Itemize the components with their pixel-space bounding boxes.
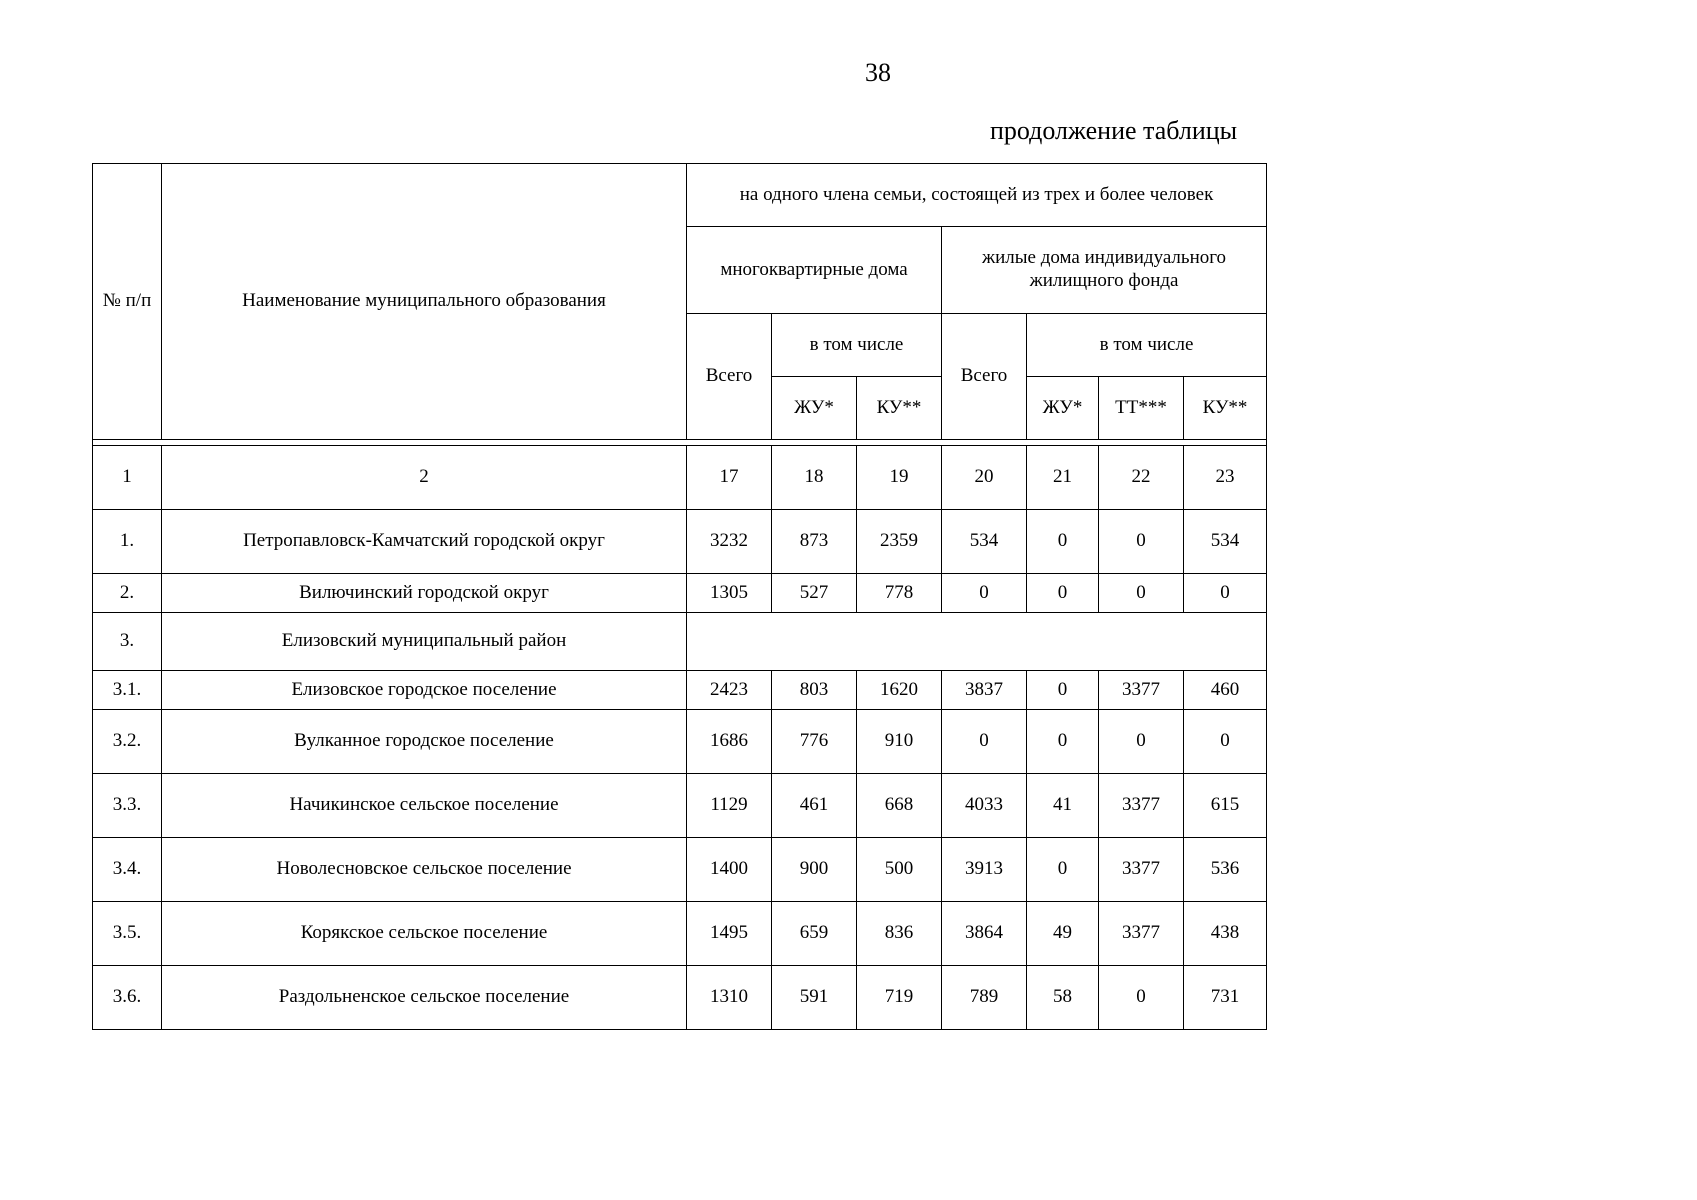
cell: 58 — [1027, 966, 1099, 1030]
cell: 659 — [772, 902, 857, 966]
cell: 527 — [772, 574, 857, 613]
cell: 0 — [942, 574, 1027, 613]
cell: 3864 — [942, 902, 1027, 966]
header-num: № п/п — [93, 164, 162, 440]
cell: 4033 — [942, 774, 1027, 838]
row-name: Корякское сельское поселение — [162, 902, 687, 966]
row-name: Раздольненское сельское поселение — [162, 966, 687, 1030]
header-mkd: многоквартирные дома — [687, 227, 942, 314]
cell: 836 — [857, 902, 942, 966]
table-row — [93, 613, 1267, 671]
column-number: 23 — [1184, 446, 1267, 510]
cell: 615 — [1184, 774, 1267, 838]
cell: 1400 — [687, 838, 772, 902]
row-num: 3. — [93, 613, 162, 671]
column-number: 17 — [687, 446, 772, 510]
cell: 41 — [1027, 774, 1099, 838]
cell: 0 — [942, 710, 1027, 774]
cell: 789 — [942, 966, 1027, 1030]
cell: 668 — [857, 774, 942, 838]
cell: 1686 — [687, 710, 772, 774]
cell: 873 — [772, 510, 857, 574]
row-num: 3.4. — [93, 838, 162, 902]
header-mkd-total: Всего — [687, 314, 772, 440]
cell: 2359 — [857, 510, 942, 574]
continuation-label: продолжение таблицы — [990, 116, 1238, 145]
cell: 3377 — [1099, 774, 1184, 838]
row-name: Вилючинский городской округ — [162, 574, 687, 613]
cell: 500 — [857, 838, 942, 902]
table-row — [93, 774, 1267, 838]
cell: 900 — [772, 838, 857, 902]
cell: 534 — [942, 510, 1027, 574]
cell: 1310 — [687, 966, 772, 1030]
cell: 3913 — [942, 838, 1027, 902]
column-number: 1 — [93, 446, 162, 510]
header-mkd-ku: КУ** — [857, 377, 942, 440]
cell: 591 — [772, 966, 857, 1030]
column-number: 20 — [942, 446, 1027, 510]
row-num: 3.6. — [93, 966, 162, 1030]
cell: 731 — [1184, 966, 1267, 1030]
table-row — [93, 902, 1267, 966]
cell: 0 — [1027, 838, 1099, 902]
cell: 3377 — [1099, 902, 1184, 966]
column-number: 18 — [772, 446, 857, 510]
cell: 0 — [1099, 710, 1184, 774]
row-name: Новолесновское сельское поселение — [162, 838, 687, 902]
cell: 3232 — [687, 510, 772, 574]
row-num: 1. — [93, 510, 162, 574]
row-name: Вулканное городское поселение — [162, 710, 687, 774]
cell: 0 — [1027, 510, 1099, 574]
row-num: 3.1. — [93, 671, 162, 710]
cell: 910 — [857, 710, 942, 774]
column-number: 19 — [857, 446, 942, 510]
header-ind: жилые дома индивидуального жилищного фонда — [942, 227, 1267, 314]
table-row — [93, 966, 1267, 1030]
header-ind-ku: КУ** — [1184, 377, 1267, 440]
cell: 534 — [1184, 510, 1267, 574]
header-mkd-zhu: ЖУ* — [772, 377, 857, 440]
cell: 0 — [1184, 710, 1267, 774]
cell: 2423 — [687, 671, 772, 710]
header-ind-including: в том числе — [1027, 314, 1267, 377]
row-name: Елизовский муниципальный район — [162, 613, 687, 671]
header-ind-zhu: ЖУ* — [1027, 377, 1099, 440]
header-ind-total: Всего — [942, 314, 1027, 440]
cell: 0 — [1099, 966, 1184, 1030]
cell: 3377 — [1099, 838, 1184, 902]
column-number: 2 — [162, 446, 687, 510]
table-row — [93, 710, 1267, 774]
row-num: 2. — [93, 574, 162, 613]
cell: 1305 — [687, 574, 772, 613]
header-mkd-including: в том числе — [772, 314, 942, 377]
cell: 778 — [857, 574, 942, 613]
cell: 0 — [1027, 710, 1099, 774]
cell: 49 — [1027, 902, 1099, 966]
row-num: 3.3. — [93, 774, 162, 838]
cell: 803 — [772, 671, 857, 710]
row-name: Начикинское сельское поселение — [162, 774, 687, 838]
cell: 0 — [1099, 510, 1184, 574]
column-number: 22 — [1099, 446, 1184, 510]
row-name: Петропавловск-Камчатский городской округ — [162, 510, 687, 574]
header-name: Наименование муниципального образования — [162, 164, 687, 440]
table-row — [93, 671, 1267, 710]
cell: 1129 — [687, 774, 772, 838]
cell: 1495 — [687, 902, 772, 966]
row-num: 3.2. — [93, 710, 162, 774]
cell: 0 — [1027, 574, 1099, 613]
cell: 3837 — [942, 671, 1027, 710]
cell: 719 — [857, 966, 942, 1030]
cell: 0 — [1027, 671, 1099, 710]
table-row — [93, 510, 1267, 574]
cell: 438 — [1184, 902, 1267, 966]
cell: 461 — [772, 774, 857, 838]
cell: 536 — [1184, 838, 1267, 902]
page-number: 38 — [865, 58, 891, 87]
cell: 460 — [1184, 671, 1267, 710]
table-row — [93, 838, 1267, 902]
row-name: Елизовское городское поселение — [162, 671, 687, 710]
table-row — [93, 574, 1267, 613]
cell: 0 — [1184, 574, 1267, 613]
empty-cell — [687, 613, 1267, 671]
cell: 776 — [772, 710, 857, 774]
cell: 0 — [1099, 574, 1184, 613]
header-group-title: на одного члена семьи, состоящей из трех и более человек — [687, 164, 1267, 227]
row-num: 3.5. — [93, 902, 162, 966]
cell: 1620 — [857, 671, 942, 710]
header-ind-tt: ТТ*** — [1099, 377, 1184, 440]
column-number-row — [93, 446, 1267, 510]
data-table — [92, 163, 1267, 1030]
cell: 3377 — [1099, 671, 1184, 710]
column-number: 21 — [1027, 446, 1099, 510]
